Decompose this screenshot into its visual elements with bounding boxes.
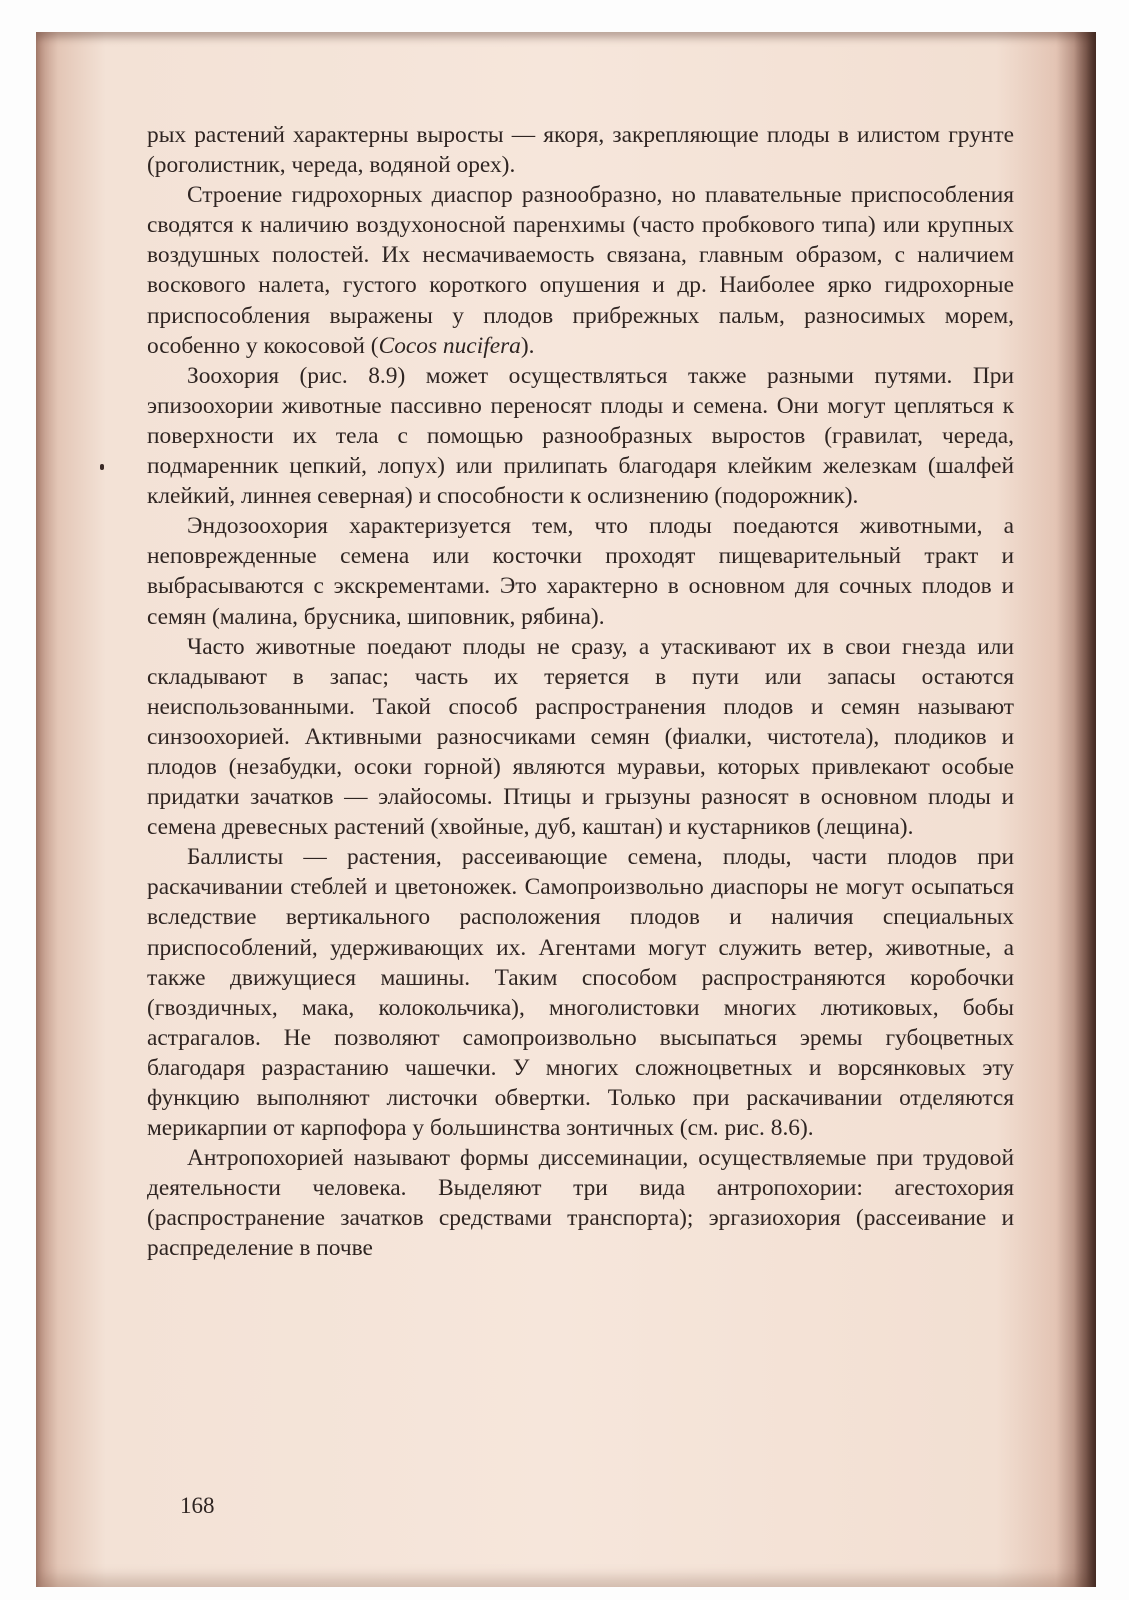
paragraph-hydrochory [147,180,1014,361]
paragraph-hydrochory-text: Строение гидрохорных диаспор разнообразно, но плавательные приспособления сводятся к наличию воздухоносной паренхимы (часто пробкового типа) или крупных воздушных полостей. Их несмачиваемость связана, главным образом, с наличием воскового налета, густого короткого опушения и др. Наиболее ярко гидрохорные приспособления выражены у плодов прибрежных пальм, разносимых морем, особенно у кокосовой ( [147,182,1014,359]
paragraph-anthropochory: Антропохорией называют формы диссеминации, осуществляемые при трудовой деятельности человека. Выделяют три вида антропохории: агестохория (распространение зачатков средствами транспорта); эргазиохория (рассеивание и распределение в почве [147,1145,1014,1262]
page-number: 168 [180,1493,215,1518]
paragraph-hydrochory-end: ). [520,332,535,359]
page-spine-shadow [1074,32,1096,1587]
paragraph-ballists: Баллисты — растения, рассеивающие семена, плоды, части плодов при раскачивании стеблей и цветоножек. Самопроизвольно диаспоры не могут осыпаться вследствие вертикального расположения плодов и наличия специальных приспособлений, удерживающих их. Агентами могут служить ветер, животные, а также движущиеся машины. Таким способом распространяются коробочки (гвоздичных, мака, колокольчика), многолистовки многих лютиковых, бобы астрагалов. Не позволяют самопроизвольно высыпаться эремы губоцветных благодаря разрастанию чашечки. У многих сложноцветных и ворсянковых эту функцию выполняют листочки обвертки. Только при раскачивании отделяются мерикарпии от карпофора у большинства зонтичных (см. рис. 8.6). [147,844,1014,1142]
paragraph-continuation: рых растений характерны выросты — якоря, закрепляющие плоды в илистом грунте (роголистник, череда, водяной орех). [147,122,1014,179]
body-text [147,120,1014,1264]
paragraph-zoochory: Зоохория (рис. 8.9) может осуществляться также разными путями. При эпизоохории животные пассивно переносят плоды и семена. Они могут цепляться к поверхности их тела с помощью разнообразных выростов (гравилат, череда, подмаренник цепкий, лопух) или прилипать благодаря клейким железкам (шалфей клейкий, линнея северная) и способности к ослизнению (подорожник). [147,362,1014,510]
paragraph-endozoochory: Эндозоохория характеризуется тем, что плоды поедаются животными, а неповрежденные семена или косточки проходят пищеварительный тракт и выбрасываются с экскрементами. Это характерно в основном для сочных плодов и семян (малина, брусника, шиповник, рябина). [147,513,1014,630]
ink-speck [100,464,104,470]
latin-species-name: Cocos nucifera [378,332,521,359]
paragraph-synzoochory: Часто животные поедают плоды не сразу, а утаскивают их в свои гнезда или складывают в запас; часть их теряется в пути или запасы остаются неиспользованными. Такой способ распространения плодов и семян называют синзоохорией. Активными разносчиками семян (фиалки, чистотела), плодиков и плодов (незабудки, осоки горной) являются муравьи, которых привлекают особые придатки зачатков — элайосомы. Птицы и грызуны разносят в основном плоды и семена древесных растений (хвойные, дуб, каштан) и кустарников (лещина). [147,633,1014,841]
